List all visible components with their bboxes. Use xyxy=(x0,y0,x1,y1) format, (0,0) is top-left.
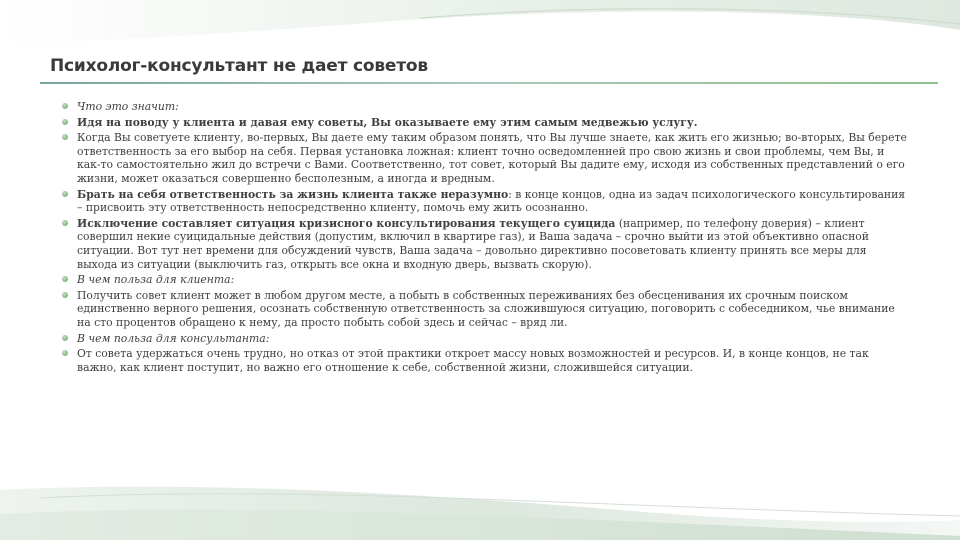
list-item xyxy=(62,116,910,130)
green-circle-bullet-icon xyxy=(62,191,68,197)
title-underline xyxy=(40,82,938,84)
list-item xyxy=(62,273,910,287)
green-circle-bullet-icon xyxy=(62,134,68,140)
bullet-text: Идя на поводу у клиента и давая ему советы, Вы оказываете ему этим самым медвежью услугу. xyxy=(77,115,698,129)
list-item xyxy=(62,100,910,114)
green-circle-bullet-icon xyxy=(62,292,68,298)
bullet-text: Что это значит: xyxy=(77,100,179,113)
green-circle-bullet-icon xyxy=(62,276,68,282)
list-item xyxy=(62,188,910,215)
green-circle-bullet-icon xyxy=(62,119,68,125)
bullet-text: Получить совет клиент может в любом другом месте, а побыть в собственных переживаниях без обесценивания их срочным поиском единственно верного решения, осознать собственную ответственность за сложившуюся ситуацию, поговорить с собеседником, чье внимание на сто процентов обращено к нему, да просто побыть собой здесь и сейчас – вряд ли. xyxy=(77,288,895,329)
bullet-bold-text: Исключение составляет ситуация кризисного консультирования текущего суицида xyxy=(77,216,616,230)
bullet-text: В чем польза для клиента: xyxy=(77,273,235,287)
bullet-list xyxy=(62,100,910,376)
list-item xyxy=(62,217,910,271)
bullet-bold-text: Брать на себя ответственность за жизнь клиента также неразумно xyxy=(77,187,509,201)
list-item xyxy=(62,332,910,346)
list-item xyxy=(62,289,910,330)
green-circle-bullet-icon xyxy=(62,350,68,356)
green-circle-bullet-icon xyxy=(62,103,68,109)
green-circle-bullet-icon xyxy=(62,220,68,226)
bullet-text: (например, по телефону доверия) – клиент совершил некие суицидальные действия (допустим, включил в квартире газ), и Ваша задача – срочно выйти из этой объективно опасной ситуации. Вот тут нет времени для обсуждений чувств, Ваша задача – довольно директивно посоветовать клиенту принять все меры для выхода из ситуации (выключить газ, открыть все окна и входную дверь, вызвать скорую). xyxy=(77,216,869,271)
bullet-text: Когда Вы советуете клиенту, во-первых, Вы даете ему таким образом понять, что Вы лучше знаете, как жить его жизнью; во-вторых, Вы берете ответственность за его выбор на себя. Первая установка ложная: клиент точно осведомленней про свою жизнь и свои проблемы, чем Вы, и как-то самостоятельно жил до встречи с Вами. Соответственно, тот совет, который Вы дадите ему, исходя из собственных представлений о его жизни, может оказаться совершенно бесполезным, а иногда и вредным. xyxy=(77,131,907,185)
list-item xyxy=(62,347,910,374)
list-item xyxy=(62,131,910,185)
slide-title: Психолог-консультант не дает советов xyxy=(50,56,428,76)
bottom-decoration-swoosh xyxy=(0,450,960,540)
bullet-text: : в конце концов, одна из задач психологического консультирования – присвоить эту ответственность непосредственно клиенту, помочь ему жить осознанно. xyxy=(77,187,906,215)
bullet-text: В чем польза для консультанта: xyxy=(77,331,270,345)
bullet-text: От совета удержаться очень трудно, но отказ от этой практики откроет массу новых возможностей и ресурсов. И, в конце концов, не так важно, как клиент поступит, но важно его отношение к себе, собственной жизни, сложившейся ситуации. xyxy=(77,347,869,374)
green-circle-bullet-icon xyxy=(62,335,68,341)
